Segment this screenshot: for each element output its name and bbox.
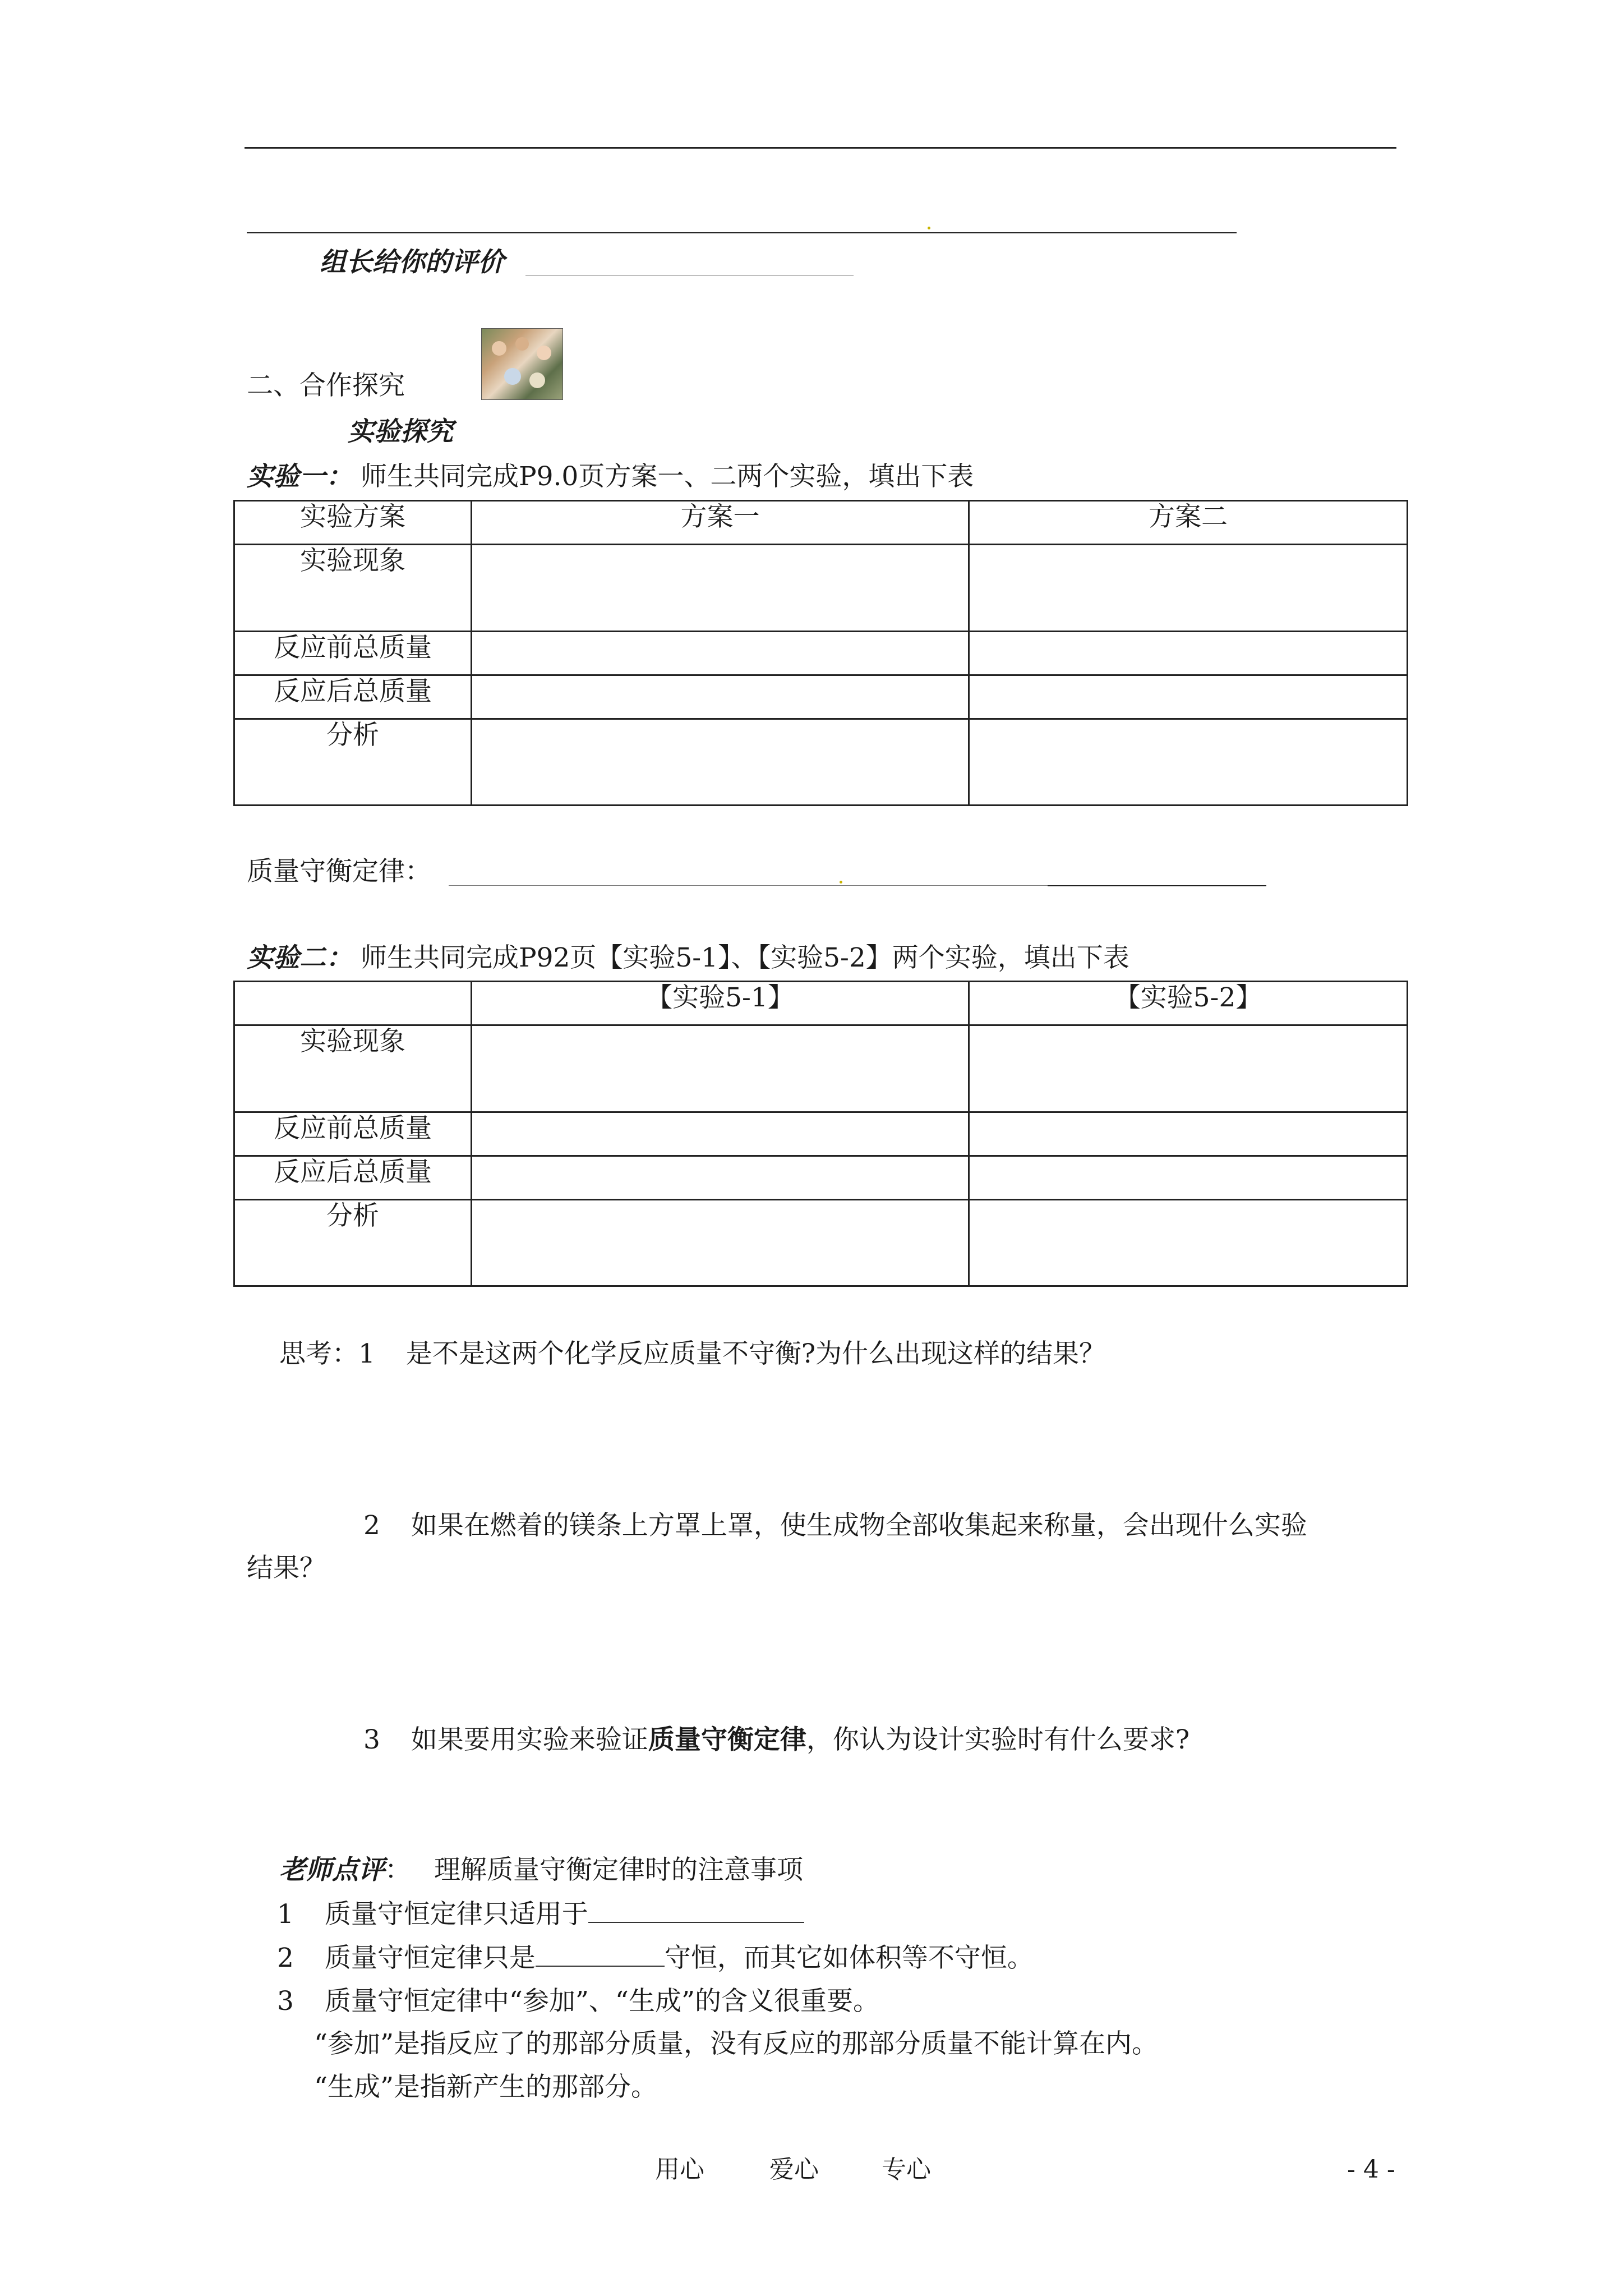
row-label: 反应前总质量: [234, 1112, 472, 1156]
table-cell[interactable]: [472, 632, 969, 675]
question-3: [363, 1724, 1189, 1756]
table-cell[interactable]: [969, 545, 1408, 632]
page-number: - 4 -: [1347, 2155, 1395, 2184]
item-2-blank: [536, 1943, 665, 1967]
question-1-prefix: 思考：1: [279, 1338, 375, 1369]
teacher-comment-colon: ：: [385, 1855, 411, 1885]
question-2: [363, 1510, 1307, 1542]
header-rule: [245, 147, 1396, 149]
question-2-text: 如果在燃着的镁条上方罩上罩，使生成物全部收集起来称量，会出现什么实验: [411, 1510, 1307, 1541]
experiment1-table: [233, 500, 1408, 806]
table-cell[interactable]: [472, 545, 969, 632]
experiment1-heading: [247, 461, 974, 493]
comment-item-3: [277, 1986, 879, 2017]
section-subtitle: 实验探究: [348, 416, 453, 447]
table-row: [234, 675, 1408, 719]
law-blank-thin: [449, 885, 1048, 886]
stray-dot: [928, 227, 930, 229]
comment-item-1-number: 1: [277, 1899, 294, 1930]
row-label: 反应后总质量: [234, 1156, 472, 1200]
footer-motto-1: 用心: [655, 2155, 704, 2184]
teacher-comment-title: 理解质量守衡定律时的注意事项: [434, 1855, 803, 1885]
table-cell[interactable]: [472, 1025, 969, 1112]
table-header-cell: 方案一: [472, 501, 969, 545]
table-row: [234, 632, 1408, 675]
experiment1-instruction: 师生共同完成P9.0页方案一、二两个实验，填出下表: [360, 461, 974, 492]
table-cell[interactable]: [472, 1200, 969, 1286]
comment-item-1-text: 质量守恒定律只适用于: [324, 1899, 588, 1930]
footer-motto-2: 爱心: [769, 2155, 819, 2184]
question-3-bold: 质量守衡定律: [648, 1724, 806, 1755]
note-participate: “参加”是指反应了的那部分质量，没有反应的那部分质量不能计算在内。: [314, 2028, 1159, 2059]
table-row: [234, 1156, 1408, 1200]
row-label: 反应前总质量: [234, 632, 472, 675]
item-1-blank: [588, 1899, 804, 1923]
comment-item-2-number: 2: [277, 1943, 294, 1973]
row-label: 实验现象: [234, 545, 472, 632]
footer-motto-3: 专心: [882, 2155, 931, 2184]
row-label: 分析: [234, 719, 472, 806]
stray-dot: [840, 881, 842, 884]
table-row: [234, 1200, 1408, 1286]
question-3-number: 3: [363, 1724, 380, 1755]
row-label: 反应后总质量: [234, 675, 472, 719]
table-row: [234, 1025, 1408, 1112]
comment-item-2-post: 守恒，而其它如体积等不守恒。: [664, 1943, 1034, 1973]
experiment2-heading: [247, 942, 1129, 974]
table-cell[interactable]: [472, 719, 969, 806]
classroom-photo: [481, 328, 563, 400]
table-cell[interactable]: [969, 675, 1408, 719]
question-1-text: 是不是这两个化学反应质量不守衡?为什么出现这样的结果？: [405, 1338, 1106, 1369]
experiment2-table: [233, 981, 1408, 1287]
table-header-cell: [234, 982, 472, 1025]
experiment2-label: 实验二：: [247, 942, 352, 973]
table-cell[interactable]: [969, 1200, 1408, 1286]
table-cell[interactable]: [472, 1112, 969, 1156]
table-row: [234, 982, 1408, 1025]
table-cell[interactable]: [969, 632, 1408, 675]
table-cell[interactable]: [472, 1156, 969, 1200]
law-blank: [1048, 885, 1266, 886]
table-cell[interactable]: [969, 1112, 1408, 1156]
table-cell[interactable]: [472, 675, 969, 719]
table-row: [234, 545, 1408, 632]
comment-item-2: [277, 1943, 1034, 1974]
table-row: [234, 1112, 1408, 1156]
table-header-cell: 【实验5-2】: [969, 982, 1408, 1025]
teacher-comment-label: 老师点评: [279, 1855, 385, 1885]
note-generate: “生成”是指新产生的那部分。: [314, 2072, 658, 2102]
answer-line: [247, 232, 1237, 233]
experiment1-label: 实验一：: [247, 461, 352, 492]
question-3-pre: 如果要用实验来验证: [411, 1724, 648, 1755]
evaluation-label: 组长给你的评价: [320, 247, 504, 278]
question-1: [279, 1338, 1105, 1370]
question-2-number: 2: [363, 1510, 380, 1541]
comment-item-3-number: 3: [277, 1986, 294, 2017]
question-3-post: ，你认为设计实验时有什么要求?: [806, 1724, 1190, 1755]
table-header-cell: 【实验5-1】: [472, 982, 969, 1025]
table-cell[interactable]: [969, 1156, 1408, 1200]
table-header-cell: 方案二: [969, 501, 1408, 545]
experiment2-instruction: 师生共同完成P92页【实验5-1】、【实验5-2】两个实验，填出下表: [360, 942, 1129, 973]
question-2-continuation: 结果？: [247, 1553, 326, 1584]
table-cell[interactable]: [969, 1025, 1408, 1112]
row-label: 实验现象: [234, 1025, 472, 1112]
table-row: [234, 501, 1408, 545]
table-header-cell: 实验方案: [234, 501, 472, 545]
comment-item-3-text: 质量守恒定律中“参加”、“生成”的含义很重要。: [324, 1986, 879, 2017]
teacher-comment-heading: [279, 1855, 803, 1886]
row-label: 分析: [234, 1200, 472, 1286]
comment-item-1: [277, 1899, 804, 1930]
comment-item-2-pre: 质量守恒定律只是: [324, 1943, 536, 1973]
table-row: [234, 719, 1408, 806]
table-cell[interactable]: [969, 719, 1408, 806]
law-label: 质量守衡定律：: [247, 856, 431, 887]
section-title: 二、合作探究: [247, 370, 405, 401]
